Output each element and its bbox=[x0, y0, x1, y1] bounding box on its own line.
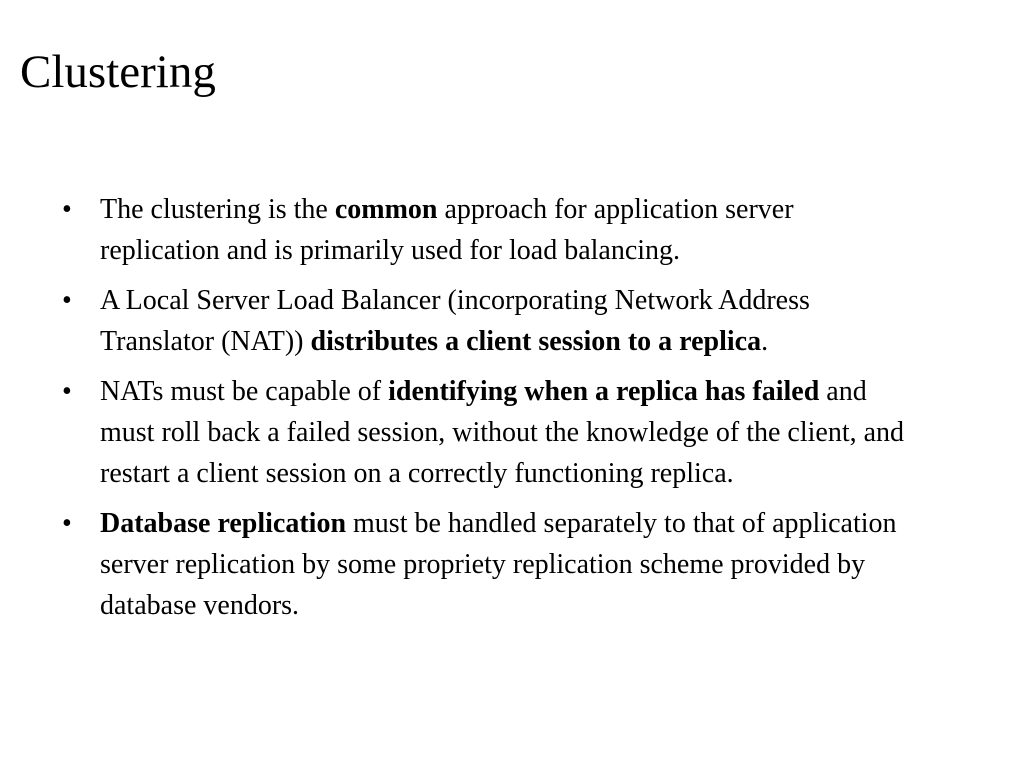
bullet-text-segment: . bbox=[761, 326, 769, 357]
bullet-text-segment: The clustering is the bbox=[100, 194, 335, 225]
bullet-text-segment: and must roll back a failed session, without the knowledge of the client, and restart a client session on a correctly functioning replica. bbox=[100, 376, 905, 489]
bullet-text bbox=[100, 194, 794, 266]
bullet-text bbox=[100, 508, 897, 621]
bullet-item bbox=[62, 371, 907, 494]
bullet-icon: • bbox=[62, 285, 72, 316]
bullet-text-segment: NATs must be capable of bbox=[100, 376, 389, 407]
bullet-text-bold: distributes a client session to a replica bbox=[310, 326, 762, 357]
bullet-text-bold: identifying when a replica has failed bbox=[388, 376, 820, 407]
bullet-icon: • bbox=[62, 508, 72, 539]
bullet-item bbox=[62, 503, 907, 626]
slide-title: Clustering bbox=[20, 46, 216, 98]
bullet-text-bold: Database replication bbox=[100, 508, 347, 539]
bullet-list bbox=[62, 189, 907, 635]
bullet-item bbox=[62, 189, 907, 271]
bullet-text bbox=[100, 285, 810, 357]
bullet-text-segment: must be handled separately to that of application server replication by some propriety replication scheme provided by database vendors. bbox=[100, 508, 897, 621]
bullet-icon: • bbox=[62, 376, 72, 407]
bullet-text-bold: common bbox=[334, 194, 438, 225]
bullet-text-segment: approach for application server replication and is primarily used for load balancing. bbox=[100, 194, 794, 266]
bullet-text-segment: A Local Server Load Balancer (incorporating Network Address Translator (NAT)) bbox=[100, 285, 810, 357]
bullet-text bbox=[100, 376, 904, 489]
bullet-icon: • bbox=[62, 194, 72, 225]
bullet-item bbox=[62, 280, 907, 362]
